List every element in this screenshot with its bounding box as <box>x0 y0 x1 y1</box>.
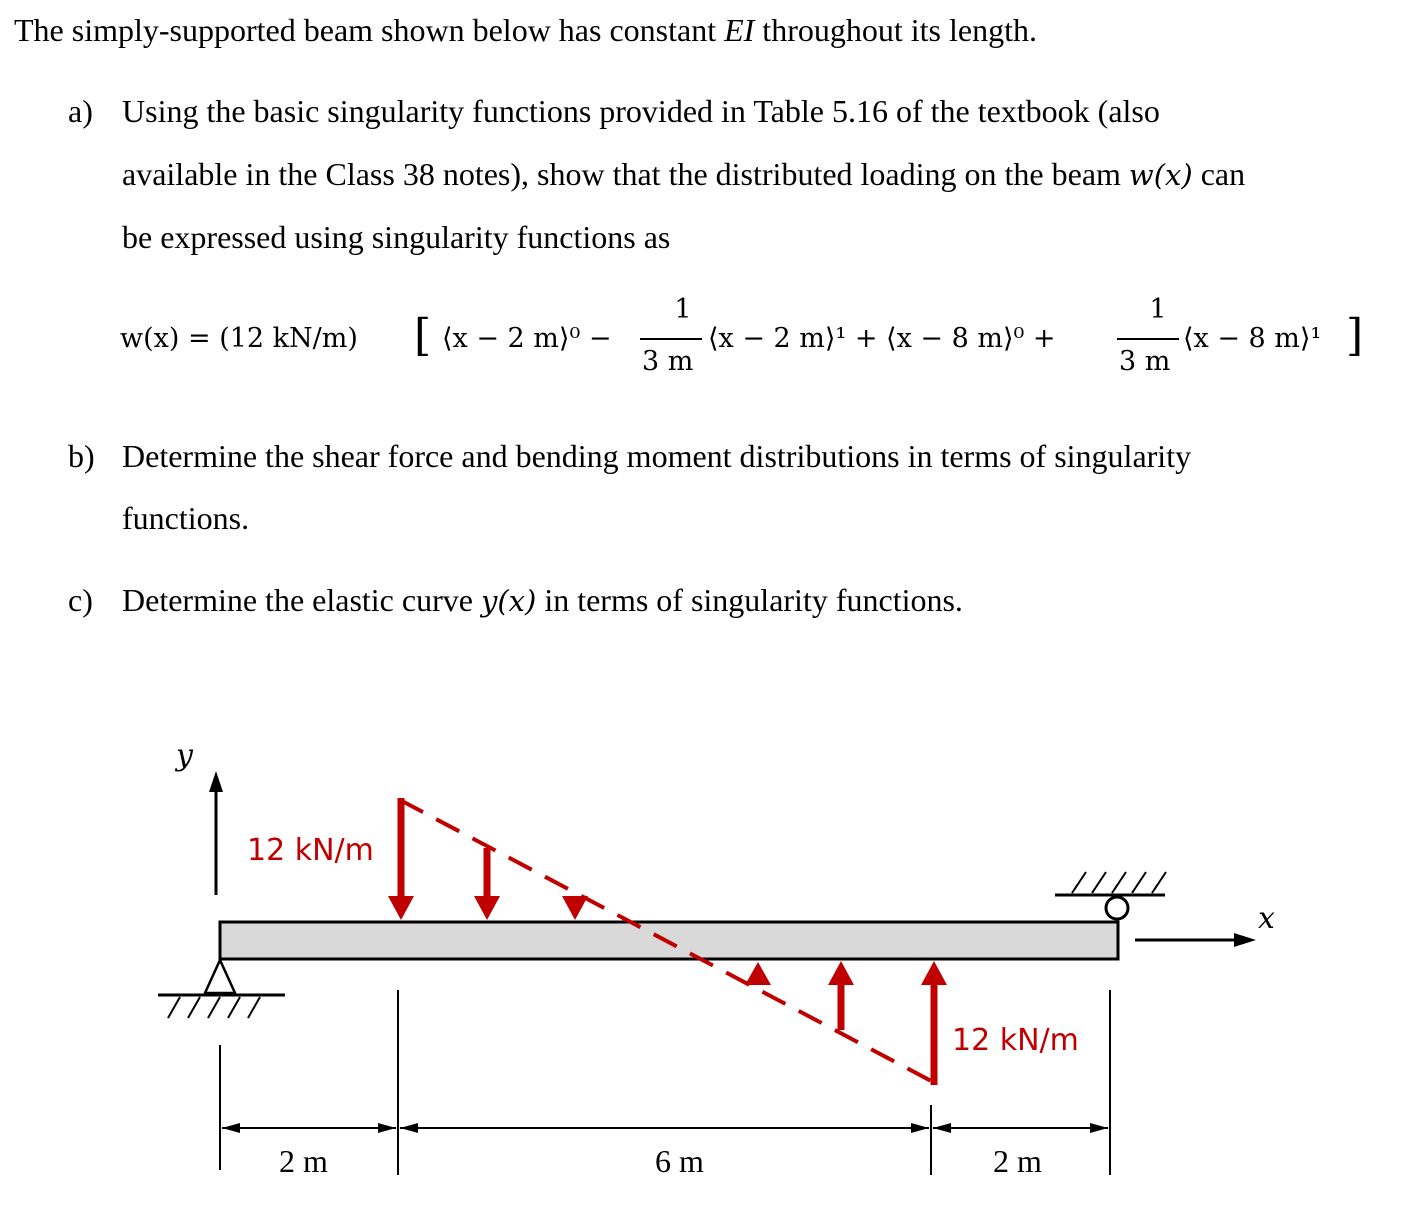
loading-equation <box>120 290 1400 390</box>
dimension-lines <box>222 1123 1108 1133</box>
load-label-right: 12 kN/m <box>952 1023 1079 1058</box>
roller-support <box>1055 872 1166 919</box>
x-axis-arrowhead <box>1234 933 1256 947</box>
part-a-label: a) <box>68 93 93 129</box>
y-axis-arrowhead <box>209 771 223 792</box>
load-arrowhead-down-3 <box>562 896 588 920</box>
equation-term-1: ⟨x − 2 m⟩⁰ − <box>442 323 612 354</box>
part-a-line-2: available in the Class 38 notes), show that the distributed loading on the beam w(x) can <box>122 156 1246 192</box>
load-arrowhead-up-3 <box>921 961 947 985</box>
load-label-left: 12 kN/m <box>247 833 374 868</box>
fraction-2-numerator: 1 <box>1149 294 1167 325</box>
part-c-line: Determine the elastic curve y(x) in terms of singularity functions. <box>122 582 963 618</box>
intro-text: The simply-supported beam shown below has constant EI throughout its length. <box>14 12 1037 48</box>
load-arrowhead-up-1 <box>745 962 771 985</box>
part-c-label: c) <box>68 582 93 618</box>
fraction-1-bar <box>640 338 702 340</box>
part-b-line-2: functions. <box>122 500 250 536</box>
y-axis-label: y <box>176 738 193 773</box>
part-a-line-1: Using the basic singularity functions provided in Table 5.16 of the textbook (also <box>122 93 1160 129</box>
dim-label-2: 6 m <box>655 1143 704 1179</box>
fraction-1-numerator: 1 <box>674 294 692 325</box>
equation-open-bracket: [ <box>414 310 432 361</box>
dim-label-1: 2 m <box>279 1143 328 1179</box>
part-b-line-1: Determine the shear force and bending moment distributions in terms of singularity <box>122 438 1192 474</box>
equation-lhs: w(x) = (12 kN/m) <box>120 323 358 354</box>
load-arrowhead-down-2 <box>474 896 500 920</box>
load-arrowhead-up-2 <box>828 961 854 985</box>
x-axis-label: x <box>1258 901 1275 936</box>
dim-label-3: 2 m <box>993 1143 1042 1179</box>
part-b-label: b) <box>68 438 95 474</box>
fraction-2-bar <box>1117 338 1179 340</box>
fraction-2-denominator: 3 m <box>1119 346 1171 377</box>
load-arrowhead-down-1 <box>388 896 414 920</box>
fraction-1-denominator: 3 m <box>642 346 694 377</box>
beam-diagram <box>0 700 1410 1200</box>
equation-term-3: ⟨x − 8 m⟩¹ <box>1183 323 1322 354</box>
equation-term-2: ⟨x − 2 m⟩¹ + ⟨x − 8 m⟩⁰ + <box>708 323 1056 354</box>
part-a-line-3: be expressed using singularity functions as <box>122 219 671 255</box>
pin-support <box>158 960 285 1018</box>
equation-close-bracket: ] <box>1346 310 1364 361</box>
